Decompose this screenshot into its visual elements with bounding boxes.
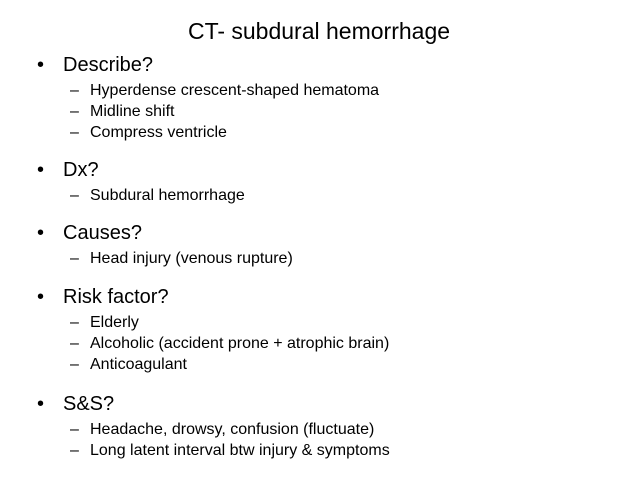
section-causes: [0, 218, 638, 269]
bullet-marker: •: [37, 286, 45, 308]
sub-item-text: Anticoagulant: [90, 356, 187, 373]
sub-item-text: Subdural hemorrhage: [90, 187, 245, 204]
sub-item-text: Headache, drowsy, confusion (fluctuate): [90, 421, 375, 438]
section-describe: [0, 50, 638, 143]
sub-item-text: Elderly: [90, 314, 139, 331]
sub-marker: –: [70, 124, 79, 141]
sub-item: [0, 354, 638, 375]
bullet-heading: Causes?: [63, 222, 142, 244]
bullet-describe: [0, 50, 638, 80]
sub-marker: –: [70, 335, 79, 352]
sub-item: [0, 101, 638, 122]
sub-item: [0, 185, 638, 206]
sub-marker: –: [70, 187, 79, 204]
sub-item: [0, 333, 638, 354]
sub-item: [0, 122, 638, 143]
slide-title: CT- subdural hemorrhage: [187, 18, 451, 44]
sub-marker: –: [70, 314, 79, 331]
sub-item-text: Midline shift: [90, 103, 175, 120]
sub-marker: –: [70, 356, 79, 373]
sub-item: [0, 419, 638, 440]
section-dx: [0, 155, 638, 206]
bullet-marker: •: [37, 54, 45, 76]
sub-item: [0, 312, 638, 333]
bullet-marker: •: [37, 222, 45, 244]
bullet-marker: •: [37, 393, 45, 415]
sub-item: [0, 248, 638, 269]
bullet-signs-symptoms: [0, 389, 638, 419]
sub-item: [0, 80, 638, 101]
sub-item-text: Long latent interval btw injury & symptoms: [90, 442, 390, 459]
section-signs-symptoms: [0, 389, 638, 461]
bullet-causes: [0, 218, 638, 248]
sub-item-text: Alcoholic (accident prone + atrophic brain): [90, 335, 390, 352]
sub-item-text: Hyperdense crescent-shaped hematoma: [90, 82, 380, 99]
section-risk-factor: [0, 282, 638, 375]
sub-marker: –: [70, 442, 79, 459]
bullet-marker: •: [37, 159, 45, 181]
bullet-heading: Dx?: [63, 159, 99, 181]
bullet-heading: Describe?: [63, 54, 154, 76]
sub-item-text: Compress ventricle: [90, 124, 227, 141]
bullet-dx: [0, 155, 638, 185]
sub-item-text: Head injury (venous rupture): [90, 250, 293, 267]
sub-item: [0, 440, 638, 461]
bullet-risk-factor: [0, 282, 638, 312]
bullet-heading: Risk factor?: [63, 286, 169, 308]
sub-marker: –: [70, 82, 79, 99]
bullet-heading: S&S?: [63, 393, 115, 415]
sub-marker: –: [70, 103, 79, 120]
sub-marker: –: [70, 250, 79, 267]
sub-marker: –: [70, 421, 79, 438]
